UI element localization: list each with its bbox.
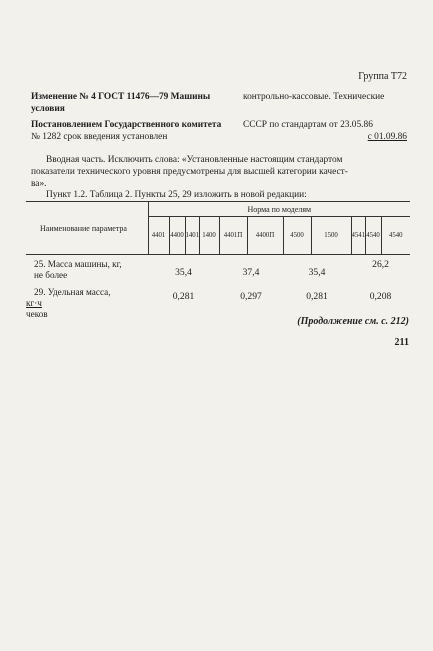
page-number: 211 <box>394 337 409 348</box>
column-header-param: Наименование параметра <box>26 202 148 255</box>
item-line: Пункт 1.2. Таблица 2. Пункты 25, 29 изложить в новой редакции: <box>46 190 307 200</box>
model-header: 4401П <box>219 217 247 255</box>
table-cell-value: 0,297 <box>240 291 262 302</box>
intro-line2: показатели технического уровня предусмотрены для высшей категории качест- <box>31 167 348 177</box>
header-line1-left: Изменение № 4 ГОСТ 11476—79 Машины <box>31 92 211 102</box>
table-cell-value: 0,208 <box>369 291 392 302</box>
model-header: 4540 <box>388 232 403 240</box>
model-header: 4400 <box>169 217 185 255</box>
model-header: 1500 <box>311 217 351 255</box>
header-line1-right: контрольно-кассовые. Технические <box>243 92 385 102</box>
header-date: с 01.09.86 <box>367 132 407 142</box>
model-header: 4401 <box>148 217 169 255</box>
model-header: 4400П <box>247 217 283 255</box>
model-header: 4541 <box>351 217 365 255</box>
table-row-name: 25. Масса машины, кг, не более <box>26 255 148 288</box>
table-cell-value: 0,281 <box>306 291 328 302</box>
intro-line1: Вводная часть. Исключить слова: «Установленные настоящим стандартом <box>46 155 343 165</box>
table-cell-value: 35,4 <box>148 255 219 288</box>
column-header-norm: Норма по моделям <box>148 202 410 217</box>
table-cell-value: 0,281 <box>172 291 195 302</box>
model-header: 4540 <box>365 217 381 255</box>
table-row-name: 29. Удельная масса, кг·ч чеков <box>26 287 111 319</box>
model-header: 4500 <box>283 217 311 255</box>
group-label: Группа Т72 <box>358 71 407 82</box>
params-table <box>26 201 410 321</box>
table-cell-value: 35,4 <box>283 255 351 288</box>
table-cell-value: 37,4 <box>219 255 283 288</box>
header-line4: № 1282 срок введения установлен <box>31 132 168 142</box>
header-line3-left: Постановлением Государственного комитета <box>31 120 222 130</box>
model-header: 1400 <box>199 217 219 255</box>
header-line3-right: СССР по стандартам от 23.05.86 <box>243 120 373 130</box>
continuation-note: (Продолжение см. с. 212) <box>297 316 409 327</box>
table-cell-value: 26,2 <box>351 255 410 288</box>
intro-line3: ва». <box>31 179 47 189</box>
model-header: 1401 <box>185 217 199 255</box>
header-line2: условия <box>31 104 65 114</box>
